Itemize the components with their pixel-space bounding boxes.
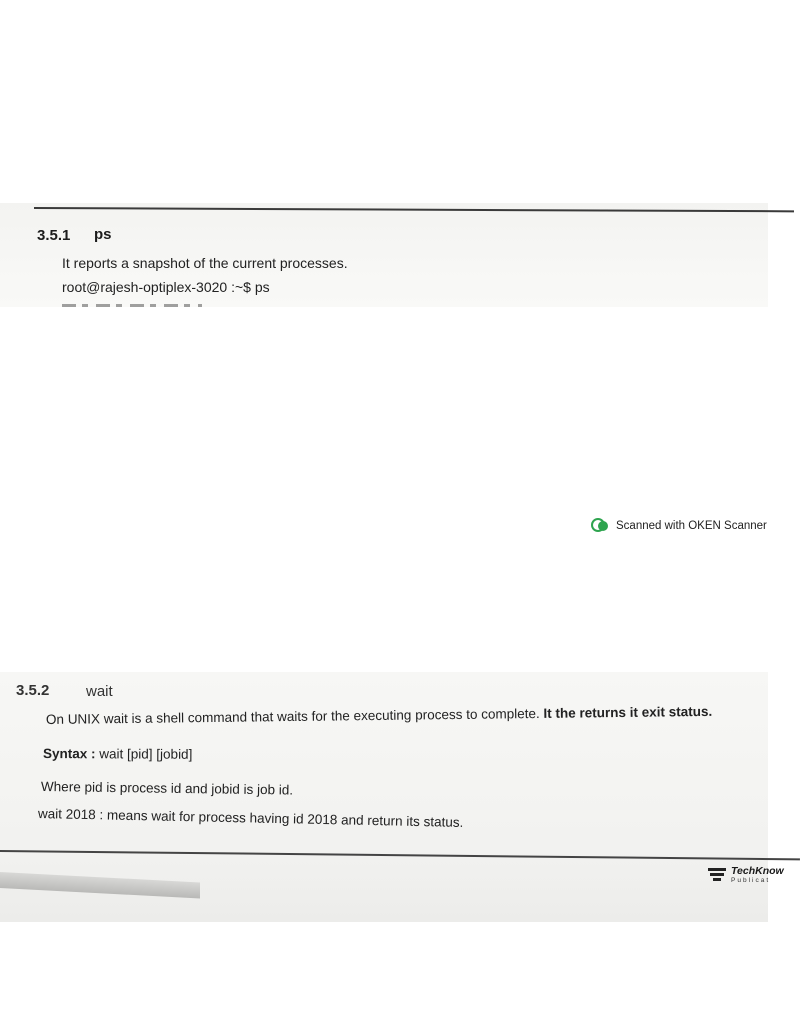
description-text: On UNIX wait is a shell command that waits for the executing process to complete.	[45, 705, 540, 727]
publisher-sub: Publicat	[731, 876, 771, 884]
page-fragment-wait	[0, 672, 784, 922]
techknowledge-logo-icon	[706, 866, 728, 884]
page-fragment-ps	[0, 203, 768, 307]
example-line: wait 2018 : means wait for process having id 2018 and return its status.	[37, 806, 464, 830]
top-rule	[34, 207, 794, 212]
definition-line: Where pid is process id and jobid is job id.	[40, 779, 294, 798]
page-edge-shadow	[0, 872, 200, 898]
oken-scanner-logo-icon	[591, 518, 609, 534]
publisher-logo	[706, 866, 784, 884]
command-example: root@rajesh-optiplex-3020 :~$ ps	[62, 279, 270, 295]
section-title: ps	[94, 226, 112, 243]
section-title: wait	[86, 683, 113, 700]
publisher-name: TechKnow	[731, 865, 784, 877]
section-description: It reports a snapshot of the current processes.	[62, 255, 348, 271]
bottom-rule	[0, 850, 800, 860]
syntax-line	[43, 746, 192, 762]
cut-off-text-line	[62, 304, 202, 307]
section-number: 3.5.1	[37, 227, 71, 244]
watermark-text: Scanned with OKEN Scanner	[616, 520, 767, 532]
description-bold-text: It the returns it exit status.	[543, 703, 713, 721]
syntax-value: wait [pid] [jobid]	[99, 746, 193, 762]
section-number: 3.5.2	[16, 682, 50, 699]
section-description	[46, 704, 712, 727]
syntax-label: Syntax :	[42, 746, 96, 762]
scanner-watermark	[591, 518, 767, 534]
